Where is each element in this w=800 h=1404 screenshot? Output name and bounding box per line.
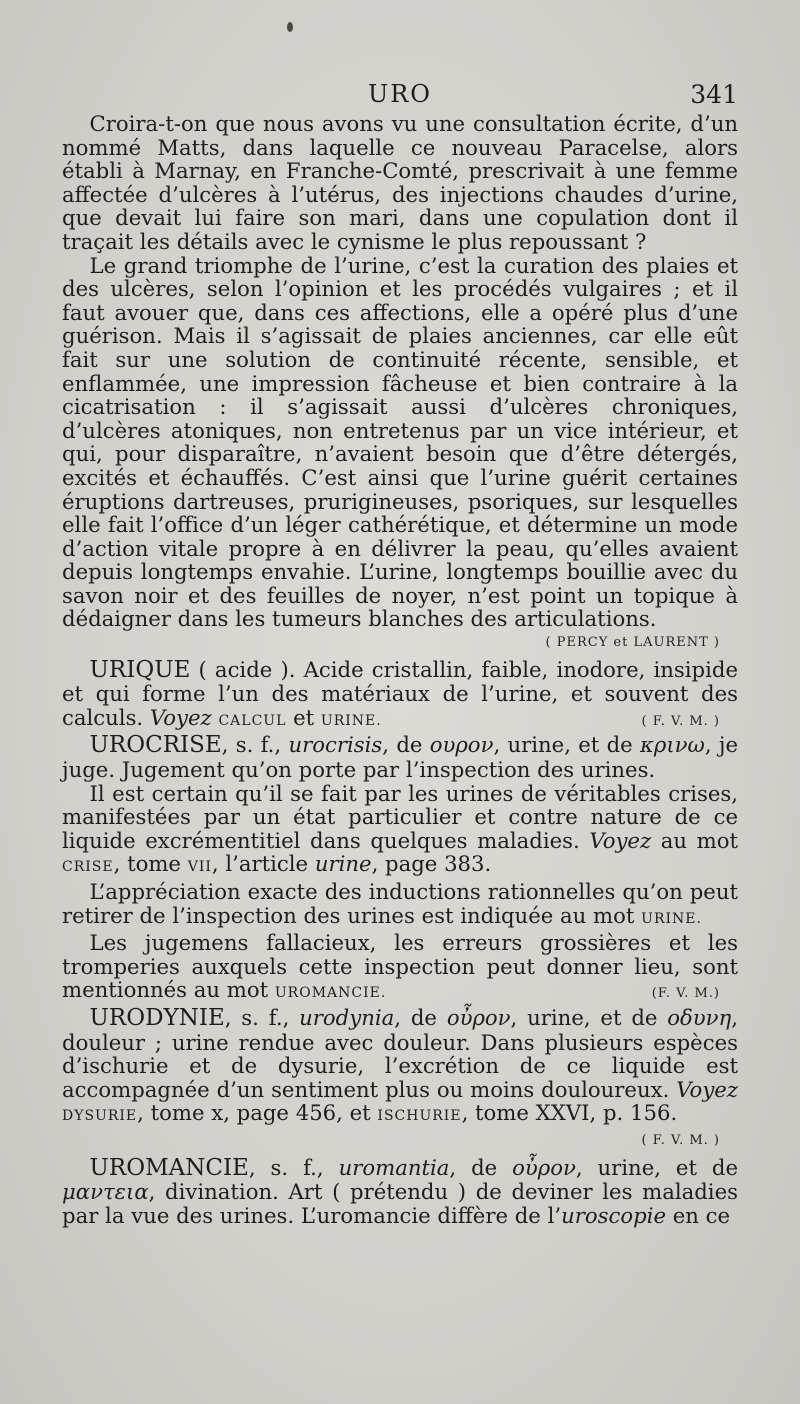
cross-reference: ISCHURIE (377, 1108, 462, 1125)
signature: (F. V. M.) (651, 986, 720, 1002)
cross-reference: URINE. (320, 712, 382, 729)
entry-urocrise: UROCRISE, s. f., urocrisis, de ουρον, urine, et de κρινω, je juge. Jugement qu’on porte par l’inspection des urines. (62, 732, 738, 783)
paragraph: Croira-t-on que nous avons vu une consultation écrite, d’un nommé Matts, dans laquelle ce nouveau Paracelse, alors établi à Marnay, en Franche-Comté, prescrivait à une femme affectée d’ulcères à l’utérus, des injections chaudes d’urine, que devait lui faire son mari, dans une copulation dont il traçait les détails avec le cynisme le plus repoussant ? (62, 111, 738, 254)
cross-reference: URINE. (641, 910, 702, 927)
entry-headword: URODYNIE (89, 1004, 225, 1031)
page-number: 341 (690, 80, 738, 109)
body-text (62, 112, 738, 1227)
signature: ( F. V. M. ) (641, 713, 720, 729)
cross-reference: CRISE (62, 859, 114, 876)
entry-headword: UROCRISE (89, 732, 222, 759)
entry-headword: UROMANCIE (89, 1154, 249, 1181)
entry-uromancie: UROMANCIE, s. f., uromantia, de οὖρον, urine, et de μαντεια, divination. Art ( prétendu ) de deviner les maladies par la vue des urines. L’uromancie diffère de l’uroscopie en ce (62, 1154, 738, 1228)
entry-urodynie: URODYNIE, s. f., urodynia, de οὖρον, urine, et de οδυνη, douleur ; urine rendue avec douleur. Dans plusieurs espèces d’ischurie et de dysurie, l’excrétion de ce liquide est accompagnée d’un sentiment plus ou moins douloureux. Voyez DYSURIE, tome x, page 456, et ISCHURIE, tome XXVI, p. 156. (62, 1004, 738, 1126)
paragraph: Le grand triomphe de l’urine, c’est la curation des plaies et des ulcères, selon l’opinion et les procédés vulgaires ; et il faut avouer que, dans ces affections, elle a opéré plus d’une guérison. Mais il s’agissait de plaies anciennes, car elle eût fait sur une solution de continuité récente, sensible, et enflammée, une impression fâcheuse et bien contraire à la cicatrisation : il s’agissait aussi d’ulcères chroniques, d’ulcères atoniques, non entretenus par un vice intérieur, et qui, pour disparaître, n’avaient besoin que d’être détergés, excités et échauffés. C’est ainsi que l’urine guérit certaines éruptions dartreuses, prurigineuses, psoriques, sur lesquelles elle fait l’office d’un léger cathérétique, et détermine un mode d’action vitale propre à en délivrer la peau, qu’elles avaient depuis longtemps envahie. L’urine, longtemps bouillie avec du savon noir et des feuilles de noyer, n’est point un topique à dédaigner dans les tumeurs blanches des articulations. (62, 252, 738, 632)
paragraph: L’appréciation exacte des inductions rationnelles qu’on peut retirer de l’inspection des urines est indiquée au mot URINE. (62, 879, 738, 928)
signature: ( F. V. M. ) (641, 1132, 720, 1148)
header-word: URO (368, 80, 432, 108)
cross-reference: DYSURIE (62, 1108, 138, 1125)
paragraph: Les jugemens fallacieux, les erreurs grossières et les tromperies auxquels cette inspection peut donner lieu, sont mentionnés au mot UROMANCIE. (F. V. M.) (62, 931, 738, 1006)
entry-urique: URIQUE ( acide ). Acide cristallin, faible, inodore, insipide et qui forme l’un des matériaux de l’urine, et souvent des calculs. Voyez CALCUL et URINE. ( F. V. M. ) (62, 658, 738, 734)
entry-headword: URIQUE (89, 656, 191, 683)
cross-reference: UROMANCIE. (274, 985, 387, 1002)
cross-reference: CALCUL (218, 712, 287, 729)
paragraph: Il est certain qu’il se fait par les urines de véritables crises, manifestées par un état particulier et contre nature de ce liquide excrémentitiel dans quelques maladies. Voyez au mot CRISE, tome VII, l’article urine, page 383. (62, 780, 738, 877)
ink-spot (287, 22, 293, 32)
signature: ( PERCY et LAURENT ) (545, 635, 720, 651)
